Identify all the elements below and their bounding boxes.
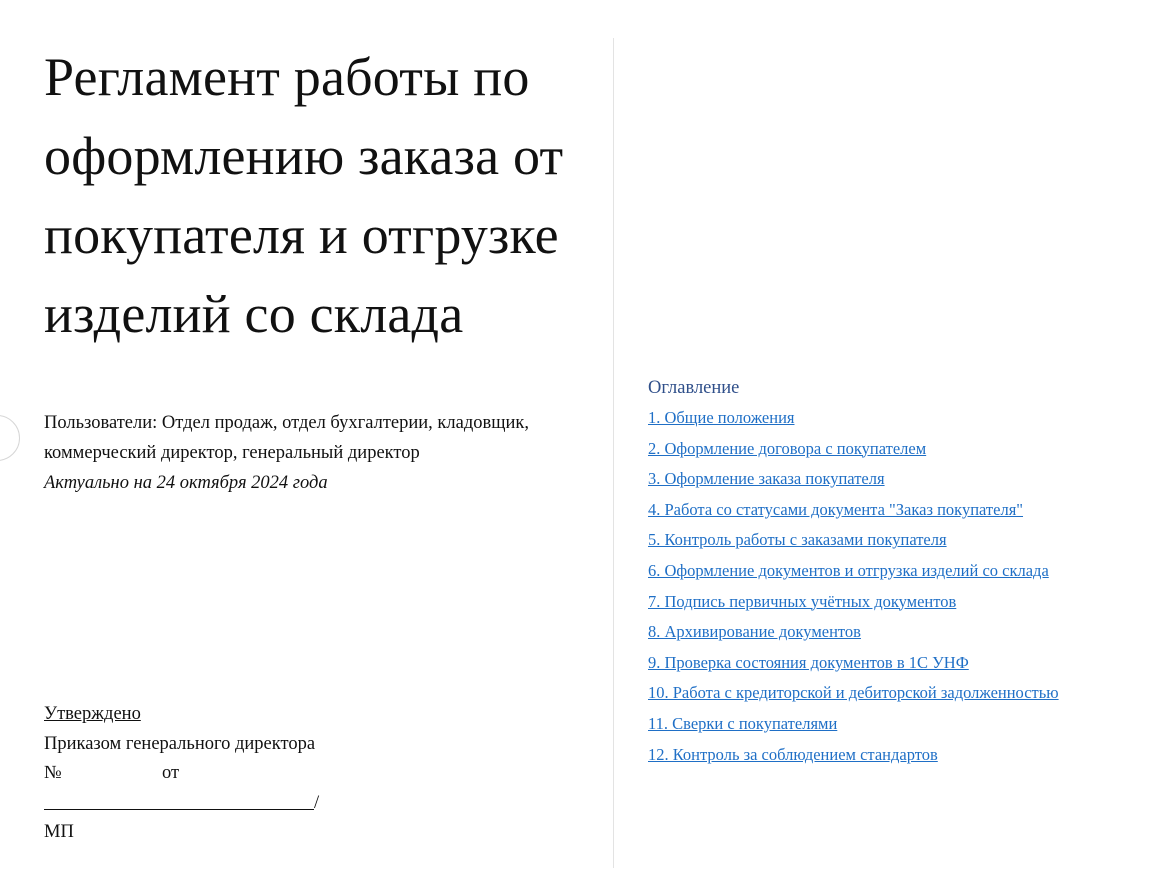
toc-link-11[interactable]: 11. Сверки с покупателями [648, 713, 838, 733]
signature-slash: / [314, 792, 320, 813]
number-label: № [44, 763, 62, 783]
title-line: покупателя и отгрузке [44, 205, 559, 265]
toc-item [648, 525, 1158, 556]
users-line: Пользователи: Отдел продаж, отдел бухгалтерии, кладовщик, [44, 413, 530, 433]
toc-link-7[interactable]: 7. Подпись первичных учётных документов [648, 591, 957, 611]
users-line: коммерческий директор, генеральный директор [44, 443, 420, 463]
stamp-label: МП [44, 822, 74, 842]
document-title [44, 38, 604, 354]
toc-link-5[interactable]: 5. Контроль работы с заказами покупателя [648, 530, 947, 550]
toc-item [648, 587, 1158, 618]
order-number-row [44, 759, 444, 789]
toc-item [648, 709, 1158, 740]
toc-item [648, 617, 1158, 648]
title-block [44, 38, 604, 354]
signature-row [44, 789, 444, 819]
toc-link-8[interactable]: 8. Архивирование документов [648, 622, 861, 642]
signature-line [44, 809, 314, 810]
toc-link-12[interactable]: 12. Контроль за соблюдением стандартов [648, 744, 938, 764]
toc-list [648, 403, 1158, 770]
order-label: Приказом генерального директора [44, 733, 316, 754]
approved-label: Утверждено [44, 704, 141, 724]
toc-item [648, 678, 1158, 709]
approval-block [44, 700, 444, 848]
toc-item [648, 495, 1158, 526]
from-label: от [162, 763, 180, 783]
toc-link-6[interactable]: 6. Оформление документов и отгрузка изделий со склада [648, 560, 1049, 580]
title-line: оформлению заказа от [44, 126, 564, 186]
column-divider [613, 38, 614, 868]
toc-link-1[interactable]: 1. Общие положения [648, 408, 795, 427]
toc-item [648, 648, 1158, 679]
table-of-contents [648, 373, 1158, 770]
toc-item [648, 464, 1158, 495]
title-line: Регламент работы по [44, 47, 530, 107]
toc-item [648, 556, 1158, 587]
toc-link-9[interactable]: 9. Проверка состояния документов в 1С УНФ [648, 652, 969, 672]
document-meta [44, 408, 604, 498]
toc-link-2[interactable]: 2. Оформление договора с покупателем [648, 438, 927, 458]
scroll-handle-circle[interactable] [0, 415, 20, 461]
toc-heading: Оглавление [648, 378, 740, 398]
toc-item [648, 403, 1158, 434]
toc-link-10[interactable]: 10. Работа с кредиторской и дебиторской задолженностью [648, 683, 1059, 703]
toc-link-3[interactable]: 3. Оформление заказа покупателя [648, 469, 885, 489]
toc-link-4[interactable]: 4. Работа со статусами документа "Заказ покупателя" [648, 499, 1024, 519]
actual-date: Актуально на 24 октября 2024 года [44, 473, 328, 493]
toc-item [648, 740, 1158, 771]
toc-item [648, 434, 1158, 465]
title-line: изделий со склада [44, 284, 464, 344]
